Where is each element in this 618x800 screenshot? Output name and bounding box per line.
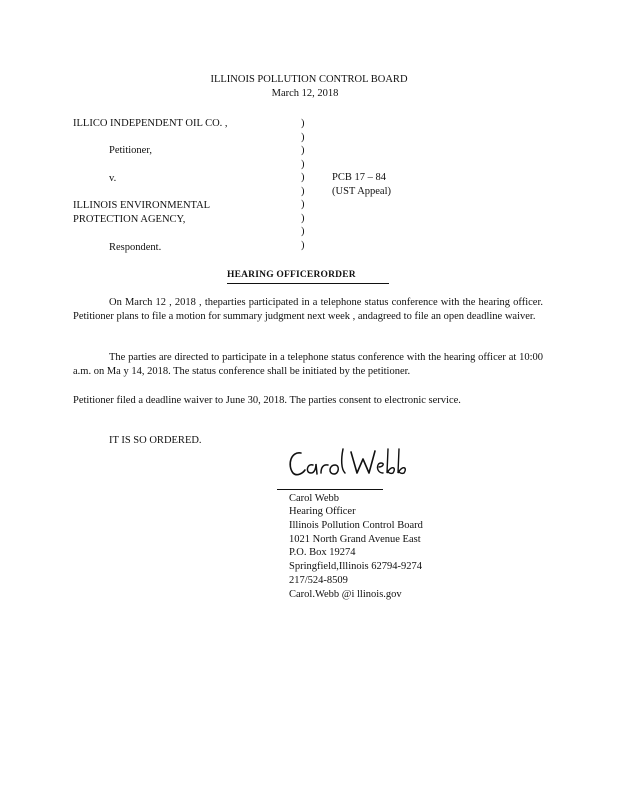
- header-date: March 12, 2018: [271, 88, 339, 99]
- caption-paren: ): [301, 185, 305, 197]
- caption-paren: ): [301, 239, 305, 251]
- petitioner-name: ILLICO INDEPENDENT OIL CO. ,: [73, 118, 228, 129]
- caption-paren: ): [301, 131, 305, 143]
- signer-name: Carol Webb: [289, 493, 339, 504]
- caption-paren: ): [301, 172, 305, 183]
- signer-address-box: P.O. Box 19274: [289, 547, 356, 558]
- caption-paren: ): [301, 145, 305, 156]
- agency-header: ILLINOIS POLLUTION CONTROL BOARD: [210, 74, 408, 85]
- caption-paren: ): [301, 212, 305, 224]
- so-ordered: IT IS SO ORDERED.: [109, 435, 202, 446]
- signer-title: Hearing Officer: [289, 506, 356, 517]
- handwritten-signature: [283, 443, 413, 483]
- caption-paren: ): [301, 118, 305, 129]
- respondent-name-line1: ILLINOIS ENVIRONMENTAL: [73, 200, 211, 211]
- case-type: (UST Appeal): [332, 186, 392, 197]
- order-title: HEARING OFFICERORDER: [227, 269, 389, 284]
- paragraph-3: Petitioner filed a deadline waiver to June 30, 2018. The parties consent to electronic service.: [73, 395, 461, 406]
- caption-paren: ): [301, 158, 305, 170]
- caption-paren: ): [301, 226, 305, 237]
- paragraph-1: On March 12 , 2018 , theparties participated in a telephone status conference with the hearing officer. Petitioner plans to file a motion for summary judgment next week , andagreed to file an open deadline waiver.: [73, 297, 543, 322]
- signer-address-street: 1021 North Grand Avenue East: [289, 534, 421, 545]
- respondent-role: Respondent.: [109, 242, 162, 253]
- case-number: PCB 17 – 84: [332, 172, 386, 183]
- signer-city: Springfield,Illinois 62794-9274: [289, 561, 422, 572]
- respondent-name-line2: PROTECTION AGENCY,: [73, 214, 186, 225]
- signer-email: Carol.Webb @i llinois.gov: [289, 589, 402, 600]
- caption-parentheses: [301, 117, 311, 252]
- petitioner-role: Petitioner,: [109, 145, 153, 156]
- paragraph-2: The parties are directed to participate in a telephone status conference with the hearing officer at 10:00 a.m. on Ma y 14, 2018. The status conference shall be initiated by the petitioner.: [73, 352, 543, 377]
- signature-line: [277, 489, 383, 490]
- order-title-wrap: [227, 268, 389, 284]
- signer-organization: Illinois Pollution Control Board: [289, 520, 423, 531]
- caption-paren: ): [301, 199, 305, 210]
- versus-label: v.: [109, 173, 117, 184]
- signer-phone: 217/524-8509: [289, 575, 348, 586]
